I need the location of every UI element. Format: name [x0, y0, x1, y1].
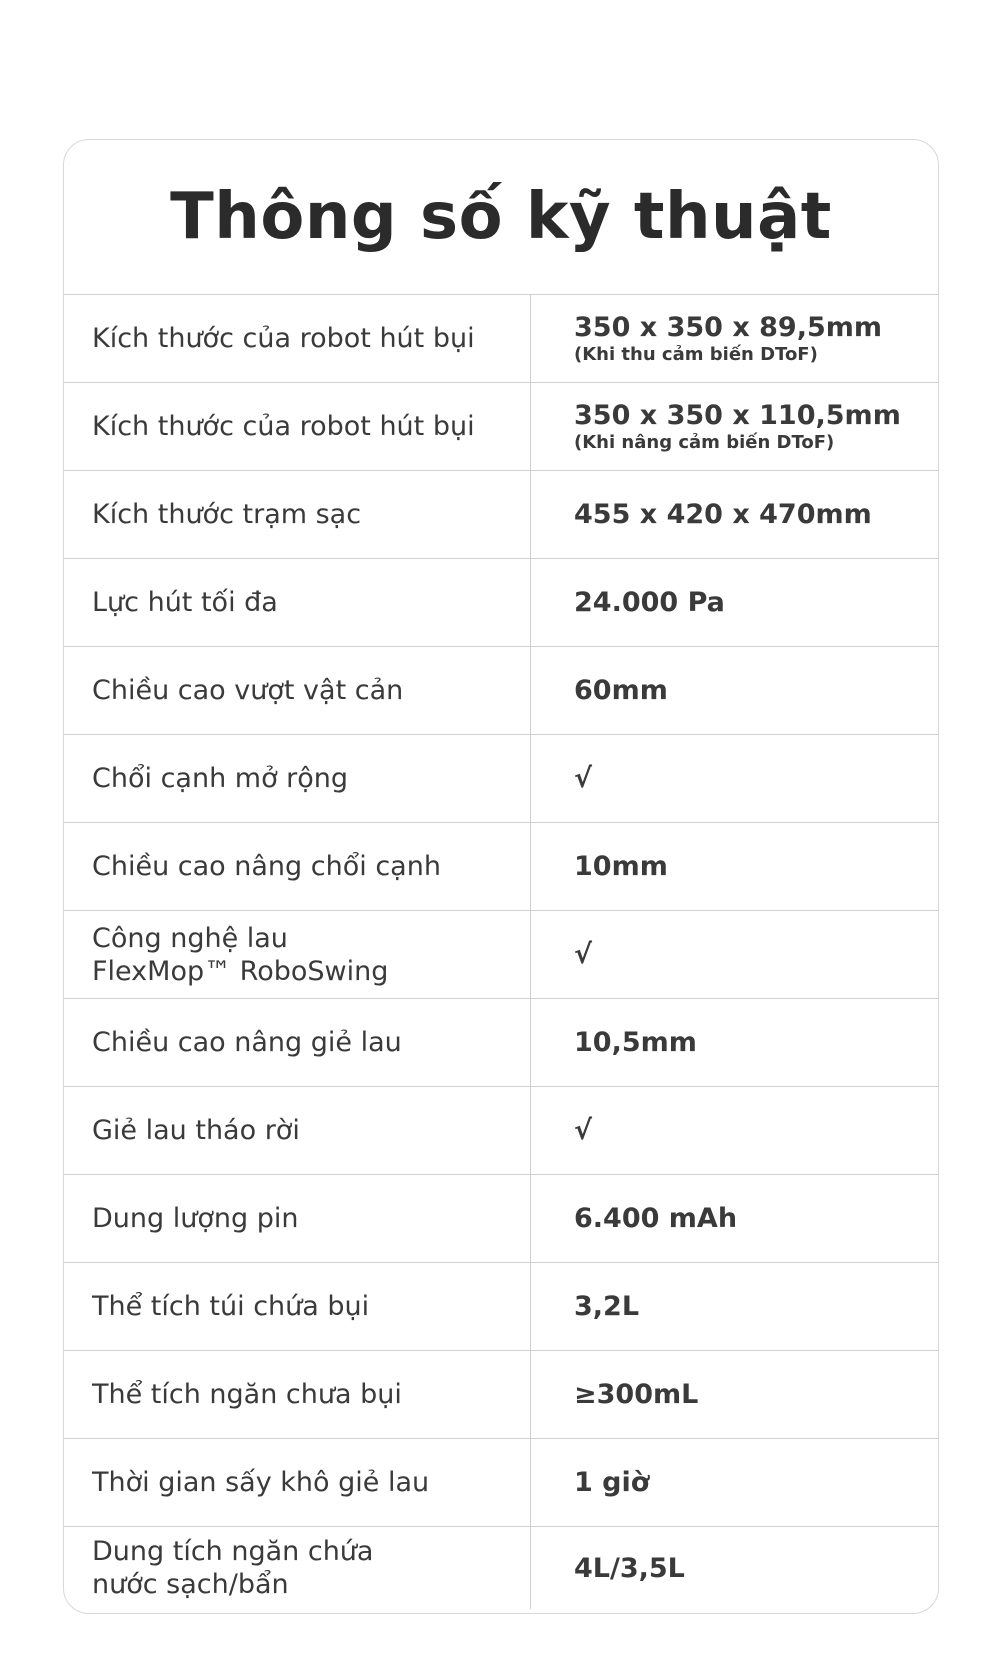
- spec-value: 24.000 Pa: [574, 587, 725, 618]
- table-row: [64, 735, 938, 823]
- table-row: [64, 1527, 938, 1609]
- spec-value: ≥300mL: [574, 1379, 699, 1410]
- table-row: [64, 471, 938, 559]
- spec-value-cell: [531, 471, 938, 558]
- spec-label: Dung tích ngăn chứa nước sạch/bẩn: [64, 1527, 531, 1609]
- spec-value-cell: [531, 911, 938, 998]
- spec-label: Chiều cao vượt vật cản: [64, 647, 531, 734]
- spec-label: Dung lượng pin: [64, 1175, 531, 1262]
- spec-value-cell: [531, 383, 938, 470]
- spec-label: Kích thước của robot hút bụi: [64, 383, 531, 470]
- spec-value: 1 giờ: [574, 1467, 650, 1498]
- page-title: Thông số kỹ thuật: [64, 140, 938, 295]
- table-row: [64, 911, 938, 999]
- table-row: [64, 1439, 938, 1527]
- spec-value: 4L/3,5L: [574, 1552, 685, 1584]
- table-row: [64, 1087, 938, 1175]
- spec-label: Chổi cạnh mở rộng: [64, 735, 531, 822]
- table-row: [64, 295, 938, 383]
- spec-value-cell: [531, 559, 938, 646]
- spec-value: 60mm: [574, 675, 668, 706]
- check-mark-icon: √: [574, 763, 593, 794]
- spec-value-cell: [531, 295, 938, 382]
- table-row: [64, 823, 938, 911]
- spec-value: 3,2L: [574, 1291, 640, 1322]
- spec-value-cell: [531, 647, 938, 734]
- spec-value-cell: [531, 1263, 938, 1350]
- spec-value-cell: [531, 1439, 938, 1526]
- spec-label: Chiều cao nâng giẻ lau: [64, 999, 531, 1086]
- table-row: [64, 1263, 938, 1351]
- spec-table: [64, 295, 938, 1609]
- table-row: [64, 647, 938, 735]
- spec-value-cell: [531, 1087, 938, 1174]
- spec-label: Thể tích ngăn chưa bụi: [64, 1351, 531, 1438]
- spec-value-cell: [531, 1175, 938, 1262]
- spec-label: Chiều cao nâng chổi cạnh: [64, 823, 531, 910]
- spec-value: 455 x 420 x 470mm: [574, 499, 872, 530]
- spec-value-cell: [531, 999, 938, 1086]
- spec-value-cell: [531, 1527, 938, 1609]
- spec-value: 350 x 350 x 110,5mm: [574, 399, 901, 431]
- spec-label: Thời gian sấy khô giẻ lau: [64, 1439, 531, 1526]
- spec-value-cell: [531, 735, 938, 822]
- spec-value-cell: [531, 823, 938, 910]
- spec-label: Kích thước của robot hút bụi: [64, 295, 531, 382]
- spec-value: 6.400 mAh: [574, 1203, 738, 1234]
- spec-value: 350 x 350 x 89,5mm: [574, 311, 883, 343]
- table-row: [64, 559, 938, 647]
- spec-value: 10mm: [574, 851, 668, 882]
- spec-card: [63, 139, 939, 1614]
- spec-label: Kích thước trạm sạc: [64, 471, 531, 558]
- table-row: [64, 999, 938, 1087]
- spec-label: Công nghệ lau FlexMop™ RoboSwing: [64, 911, 531, 998]
- table-row: [64, 1351, 938, 1439]
- spec-value: 10,5mm: [574, 1027, 697, 1058]
- table-row: [64, 1175, 938, 1263]
- spec-label: Thể tích túi chứa bụi: [64, 1263, 531, 1350]
- spec-value-cell: [531, 1351, 938, 1438]
- check-mark-icon: √: [574, 939, 593, 970]
- spec-label: Lực hút tối đa: [64, 559, 531, 646]
- check-mark-icon: √: [574, 1115, 593, 1146]
- spec-note: (Khi thu cảm biến DToF): [574, 343, 818, 365]
- spec-note: (Khi nâng cảm biến DToF): [574, 431, 835, 453]
- spec-label: Giẻ lau tháo rời: [64, 1087, 531, 1174]
- table-row: [64, 383, 938, 471]
